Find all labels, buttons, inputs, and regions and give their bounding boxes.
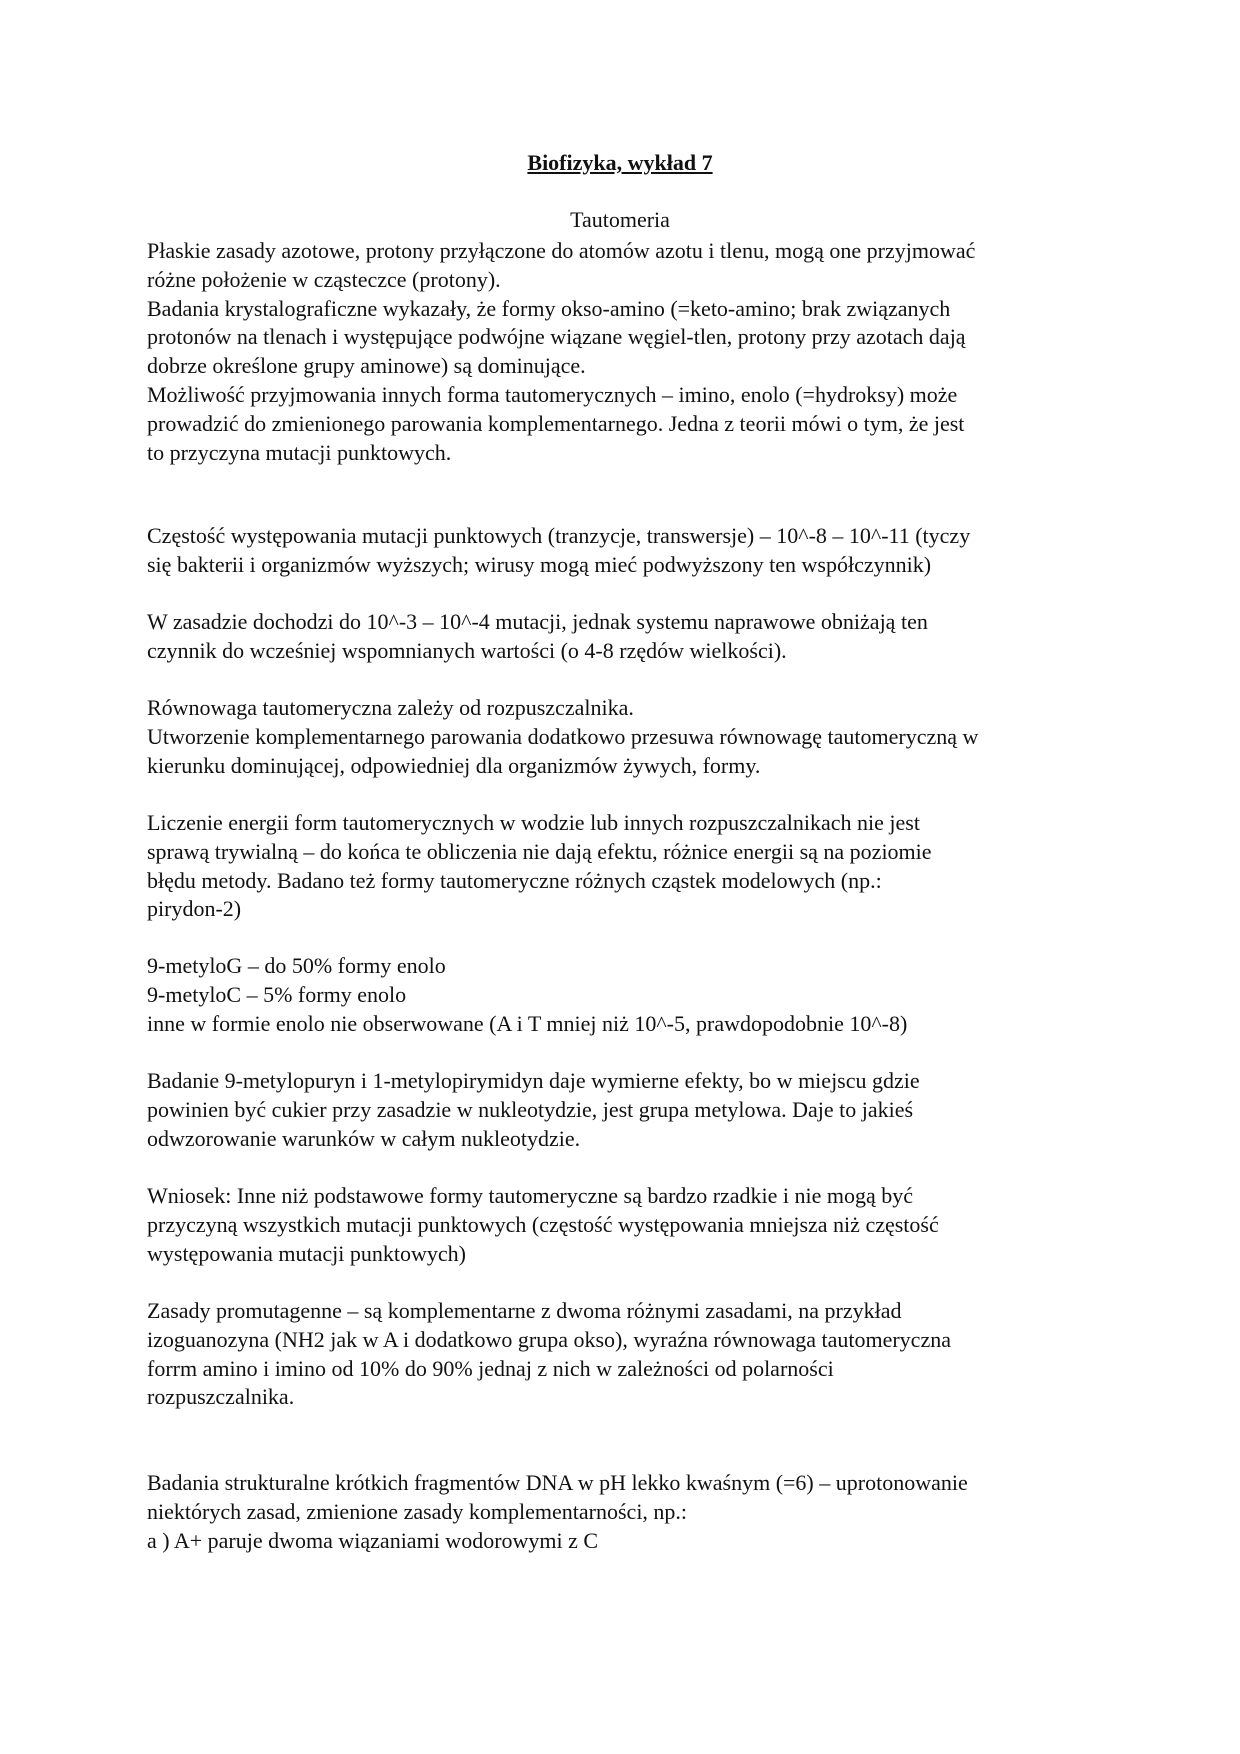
text-line: W zasadzie dochodzi do 10^-3 – 10^-4 mutacji, jednak systemu naprawowe obniżają ten — [147, 609, 928, 634]
text-line: dobrze określone grupy aminowe) są dominujące. — [147, 353, 586, 379]
text-line: Płaskie zasady azotowe, protony przyłączone do atomów azotu i tlenu, mogą one przyjmować — [147, 238, 976, 263]
text-line: a ) A+ paruje dwoma wiązaniami wodorowymi z C — [147, 1527, 599, 1553]
paragraph-promutagenic-bases — [147, 1297, 1095, 1412]
paragraph-methyl-studies — [147, 1067, 1095, 1153]
text-line: 9-metyloG – do 50% formy enolo — [147, 953, 446, 978]
text-line: powinien być cukier przy zasadzie w nukleotydzie, jest grupa metylowa. Daje to jakieś — [147, 1096, 914, 1122]
text-line: czynnik do wcześniej wspomnianych wartości (o 4-8 rzędów wielkości). — [147, 637, 787, 663]
paragraph-mutation-frequency — [147, 522, 1095, 580]
text-line: błędu metody. Badano też formy tautomeryczne różnych cząstek modelowych (np.: — [147, 867, 882, 893]
text-line: Możliwość przyjmowania innych forma tautomerycznych – imino, enolo (=hydroksy) może — [147, 381, 958, 407]
text-line: Badania krystalograficzne wykazały, że formy okso-amino (=keto-amino; brak związanych — [147, 295, 951, 321]
text-line: Wniosek: Inne niż podstawowe formy tautomeryczne są bardzo rzadkie i nie mogą być — [147, 1183, 914, 1208]
text-line: forrm amino i imino od 10% do 90% jednaj z nich w zależności od polarności — [147, 1355, 834, 1381]
text-line: to przyczyna mutacji punktowych. — [147, 439, 452, 465]
document-title: Biofizyka, wykład 7 — [527, 150, 713, 175]
paragraph-energy-calculations — [147, 809, 1095, 924]
paragraph-enol-forms — [147, 952, 1095, 1038]
text-line: Badania strukturalne krótkich fragmentów DNA w pH lekko kwaśnym (=6) – uprotonowanie — [147, 1470, 968, 1495]
text-line: Równowaga tautomeryczna zależy od rozpuszczalnika. — [147, 695, 634, 720]
paragraph-solvent-equilibrium — [147, 694, 1095, 780]
text-line: niektórych zasad, zmienione zasady komplementarności, np.: — [147, 1498, 688, 1524]
text-line: rozpuszczalnika. — [147, 1384, 295, 1410]
text-line: różne położenie w cząsteczce (protony). — [147, 266, 501, 292]
paragraph-conclusion — [147, 1182, 1095, 1268]
text-line: odwzorowanie warunków w całym nukleotydzie. — [147, 1125, 581, 1151]
text-line: Zasady promutagenne – są komplementarne z dwoma różnymi zasadami, na przykład — [147, 1298, 902, 1323]
paragraph-structural-studies — [147, 1469, 1095, 1555]
text-line: sprawą trywialną – do końca te obliczenia nie dają efektu, różnice energii są na poziomie — [147, 838, 932, 864]
text-line: Częstość występowania mutacji punktowych (tranzycje, transwersje) – 10^-8 – 10^-11 (tyczy — [147, 523, 971, 548]
paragraph-repair-systems — [147, 608, 1095, 666]
text-line: występowania mutacji punktowych) — [147, 1240, 466, 1266]
text-line: inne w formie enolo nie obserwowane (A i T mniej niż 10^-5, prawdopodobnie 10^-8) — [147, 1010, 908, 1036]
text-line: kierunku dominującej, odpowiedniej dla organizmów żywych, formy. — [147, 752, 761, 778]
document-subtitle: Tautomeria — [570, 207, 670, 232]
text-line: przyczyną wszystkich mutacji punktowych (częstość występowania mniejsza niż częstość — [147, 1211, 939, 1237]
text-line: 9-metyloC – 5% formy enolo — [147, 981, 407, 1007]
text-line: się bakterii i organizmów wyższych; wirusy mogą mieć podwyższony ten współczynnik) — [147, 551, 932, 577]
text-line: Liczenie energii form tautomerycznych w wodzie lub innych rozpuszczalnikach nie jest — [147, 810, 920, 835]
text-line: protonów na tlenach i występujące podwójne wiązane węgiel-tlen, protony przy azotach dają — [147, 324, 966, 350]
text-line: pirydon-2) — [147, 896, 242, 922]
text-line: Utworzenie komplementarnego parowania dodatkowo przesuwa równowagę tautomeryczną w — [147, 723, 979, 749]
text-line: prowadzić do zmienionego parowania komplementarnego. Jedna z teorii mówi o tym, że jest — [147, 410, 965, 436]
text-line: izoguanozyna (NH2 jak w A i dodatkowo grupa okso), wyraźna równowaga tautomeryczna — [147, 1326, 951, 1352]
paragraph-tautomery-intro — [147, 237, 1095, 467]
text-line: Badanie 9-metylopuryn i 1-metylopirymidyn daje wymierne efekty, bo w miejscu gdzie — [147, 1068, 920, 1093]
